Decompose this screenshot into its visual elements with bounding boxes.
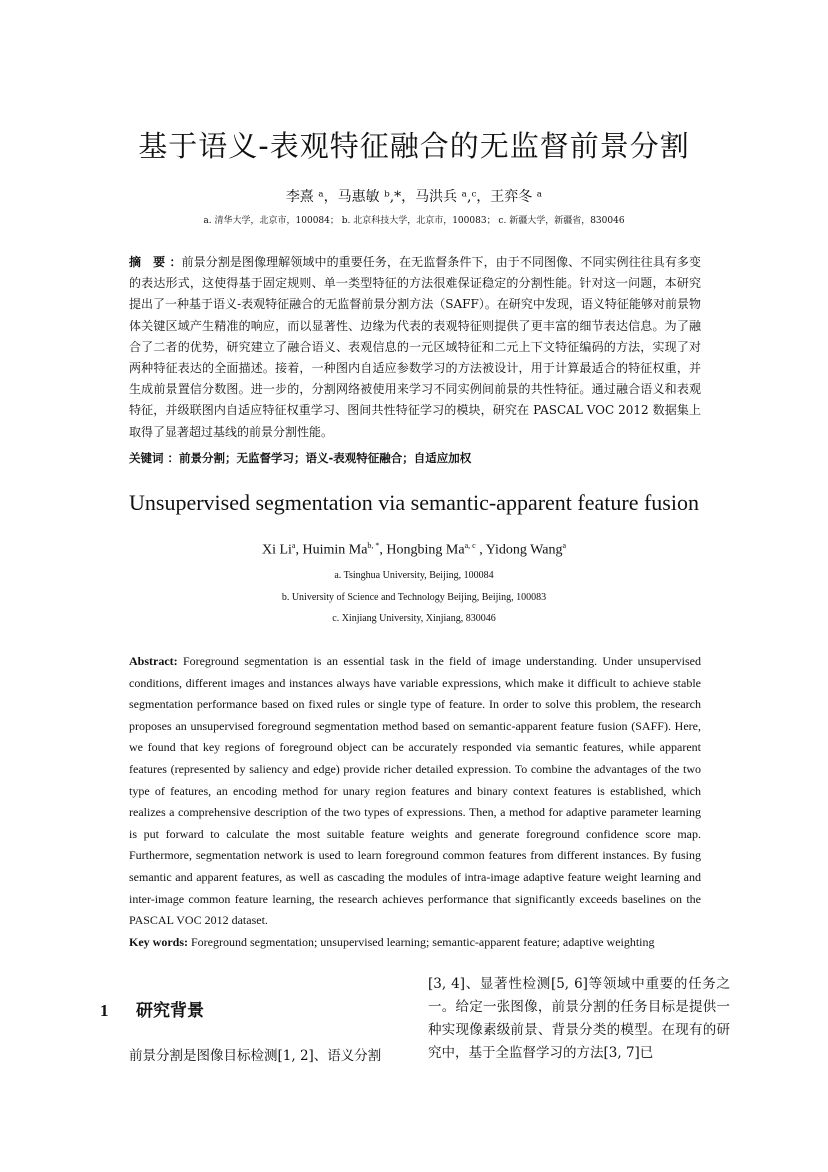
section-title: 研究背景 [136, 1001, 204, 1021]
author-separator: , [295, 542, 303, 558]
author-affiliation-mark: b, * [367, 541, 380, 550]
english-abstract-label: Abstract: [129, 654, 178, 668]
section-heading [100, 996, 204, 1021]
chinese-keywords [129, 450, 701, 466]
english-authors [0, 541, 828, 559]
body-text-left-column: 前景分割是图像目标检测[1, 2]、语义分割 [129, 1048, 382, 1064]
english-abstract [129, 651, 701, 932]
author-name: Yidong Wang [485, 542, 563, 558]
author-separator: , [379, 542, 387, 558]
chinese-title: 基于语义-表观特征融合的无监督前景分割 [138, 129, 690, 163]
chinese-abstract-label: 摘 要 ： [129, 255, 182, 269]
author-affiliation-mark: a [291, 541, 296, 550]
chinese-abstract [129, 252, 701, 443]
english-affiliation: a. Tsinghua University, Beijing, 100084 [334, 570, 494, 581]
author-separator: , [475, 542, 486, 558]
english-abstract-text: Foreground segmentation is an essential task in the field of image understanding. Under unsupervised conditions, different images and instances always have variable expressions, which make it difficult to achieve stable segmentation performance based on fixed rules or single type of feature. In order to solve this problem, the research proposes an unsupervised foreground segmentation method based on semantic-apparent feature fusion (SAFF). Here, we found that key regions of foreground object can be accurately responded via semantic features, while apparent features (represented by saliency and edge) provide richer detailed expression. To combine the advantages of the two type of features, an encoding method for unary region features and binary context features is established, which realizes a comprehensive description of the two types of expressions. Then, a method for adaptive parameter learning is put forward to calculate the most suitable feature weights and generate foreground confidence score map. Furthermore, segmentation network is used to learn foreground common features from different instances. By fusing semantic and apparent features, as well as cascading the modules of intra-image adaptive feature weight learning and inter-image common feature learning, the research achieves performance that significantly exceeds baselines on the PASCAL VOC 2012 dataset. [129, 654, 702, 928]
chinese-authors: 李熹 ᵃ，马惠敏 ᵇ,*，马洪兵 ᵃ,ᶜ，王弈冬 ᵃ [285, 189, 543, 205]
chinese-abstract-text: 前景分割是图像理解领域中的重要任务，在无监督条件下，由于不同图像、不同实例往往具有多变的表达形式，这使得基于固定规则、单一类型特征的方法很难保证稳定的分割性能。针对这一问题，本研究提出了一种基于语义-表观特征融合的无监督前景分割方法（SAFF）。在研究中发现，语义特征能够对前景物体关键区域产生精准的响应，而以显著性、边缘为代表的表观特征则提供了更丰富的细节表达信息。为了融合了二者的优势，研究建立了融合语义、表观信息的一元区域特征和二元上下文特征编码的方法，实现了对两种特征表达的全面描述。接着，一种图内自适应参数学习的方法被设计，用于计算最适合的特征权重，并生成前景置信分数图。进一步的，分割网络被使用来学习不同实例间前景的共性特征。通过融合语义和表观特征，并级联图内自适应特征权重学习、图间共性特征学习的模块，研究在 PASCAL VOC 2012 数据集上取得了显著超过基线的前景分割性能。 [129, 255, 701, 439]
chinese-keywords-label: 关键词 ： [129, 451, 180, 465]
body-text-right-column: [3, 4]、显著性检测[5, 6]等领域中重要的任务之一。给定一张图像，前景分割的任务目标是提供一种实现像素级前景、背景分类的模型。在现有的研究中，基于全监督学习的方法[3, 7]已 [428, 976, 730, 1061]
english-title: Unsupervised segmentation via semantic-apparent feature fusion [129, 490, 699, 515]
english-affiliation: c. Xinjiang University, Xinjiang, 830046 [332, 613, 496, 624]
english-affiliation: b. University of Science and Technology Beijing, Beijing, 100083 [281, 592, 547, 603]
chinese-affiliations: a. 清华大学，北京市，100084； b. 北京科技大学，北京市，100083； c. 新疆大学，新疆省，830046 [203, 216, 625, 226]
author-name: Hongbing Ma [386, 542, 465, 558]
chinese-keywords-text: 前景分割；无监督学习；语义-表观特征融合；自适应加权 [179, 451, 472, 465]
author-affiliation-mark: a, c [464, 541, 476, 550]
author-name: Huimin Ma [302, 542, 368, 558]
english-keywords-text: Foreground segmentation; unsupervised learning; semantic-apparent feature; adaptive weighting [191, 935, 655, 949]
section-number: 1 [100, 1001, 109, 1020]
english-keywords [129, 935, 729, 950]
author-name: Xi Li [261, 542, 292, 558]
author-affiliation-mark: a [562, 541, 567, 550]
english-keywords-label: Key words: [129, 935, 188, 949]
